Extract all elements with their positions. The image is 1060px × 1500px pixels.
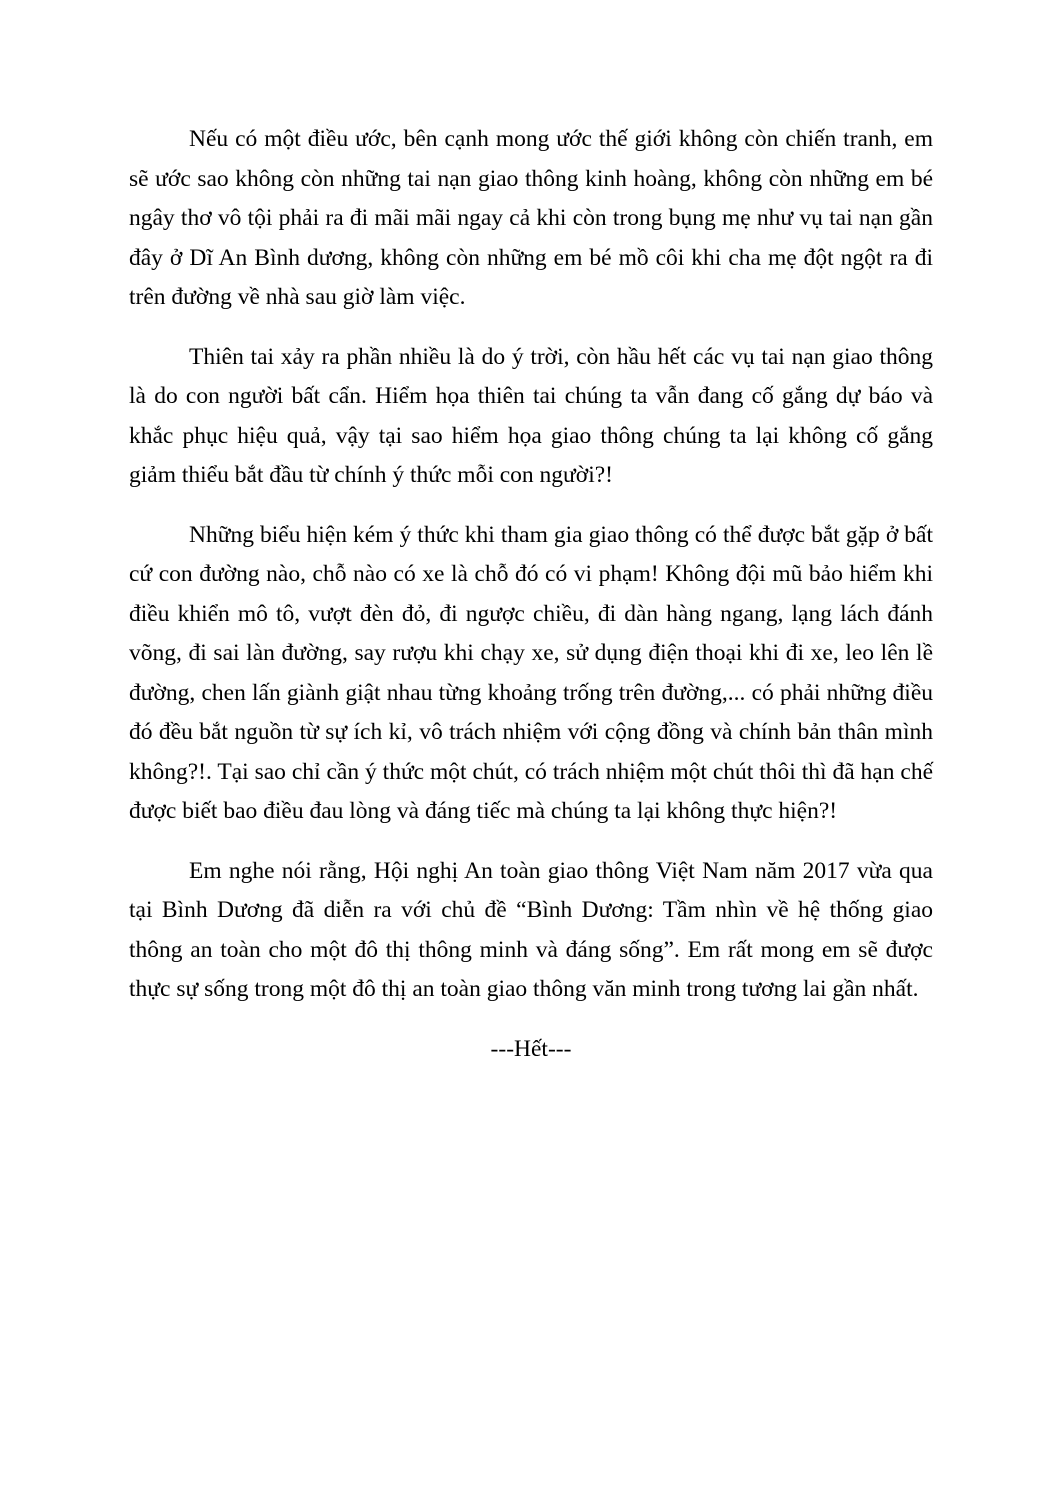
document-page <box>129 120 933 1069</box>
paragraph-wish: Nếu có một điều ước, bên cạnh mong ước thế giới không còn chiến tranh, em sẽ ước sao không còn những tai nạn giao thông kinh hoàng, không còn những em bé ngây thơ vô tội phải ra đi mãi mãi ngay cả khi còn trong bụng mẹ như vụ tai nạn gần đây ở Dĩ An Bình dương, không còn những em bé mồ côi khi cha mẹ đột ngột ra đi trên đường về nhà sau giờ làm việc. <box>129 126 933 310</box>
paragraph-disaster: Thiên tai xảy ra phần nhiều là do ý trời, còn hầu hết các vụ tai nạn giao thông là do con người bất cẩn. Hiểm họa thiên tai chúng ta vẫn đang cố gắng dự báo và khắc phục hiệu quả, vậy tại sao hiểm họa giao thông chúng ta lại không cố gắng giảm thiểu bắt đầu từ chính ý thức mỗi con người?! <box>129 343 933 488</box>
paragraph-conference: Em nghe nói rằng, Hội nghị An toàn giao thông Việt Nam năm 2017 vừa qua tại Bình Dương đã diễn ra với chủ đề “Bình Dương: Tầm nhìn về hệ thống giao thông an toàn cho một đô thị thông minh và đáng sống”. Em rất mong em sẽ được thực sự sống trong một đô thị an toàn giao thông văn minh trong tương lai gần nhất. <box>129 857 933 1002</box>
paragraph-violations: Những biểu hiện kém ý thức khi tham gia giao thông có thể được bắt gặp ở bất cứ con đường nào, chỗ nào có xe là chỗ đó có vi phạm! Không đội mũ bảo hiểm khi điều khiển mô tô, vượt đèn đỏ, đi ngược chiều, đi dàn hàng ngang, lạng lách đánh võng, đi sai làn đường, say rượu khi chạy xe, sử dụng điện thoại khi đi xe, leo lên lề đường, chen lấn giành giật nhau từng khoảng trống trên đường,... có phải những điều đó đều bắt nguồn từ sự ích kỉ, vô trách nhiệm với cộng đồng và chính bản thân mình không?!. Tại sao chỉ cần ý thức một chút, có trách nhiệm một chút thôi thì đã hạn chế được biết bao điều đau lòng và đáng tiếc mà chúng ta lại không thực hiện?! <box>129 521 933 824</box>
ending-mark: ---Hết--- <box>490 1035 572 1062</box>
